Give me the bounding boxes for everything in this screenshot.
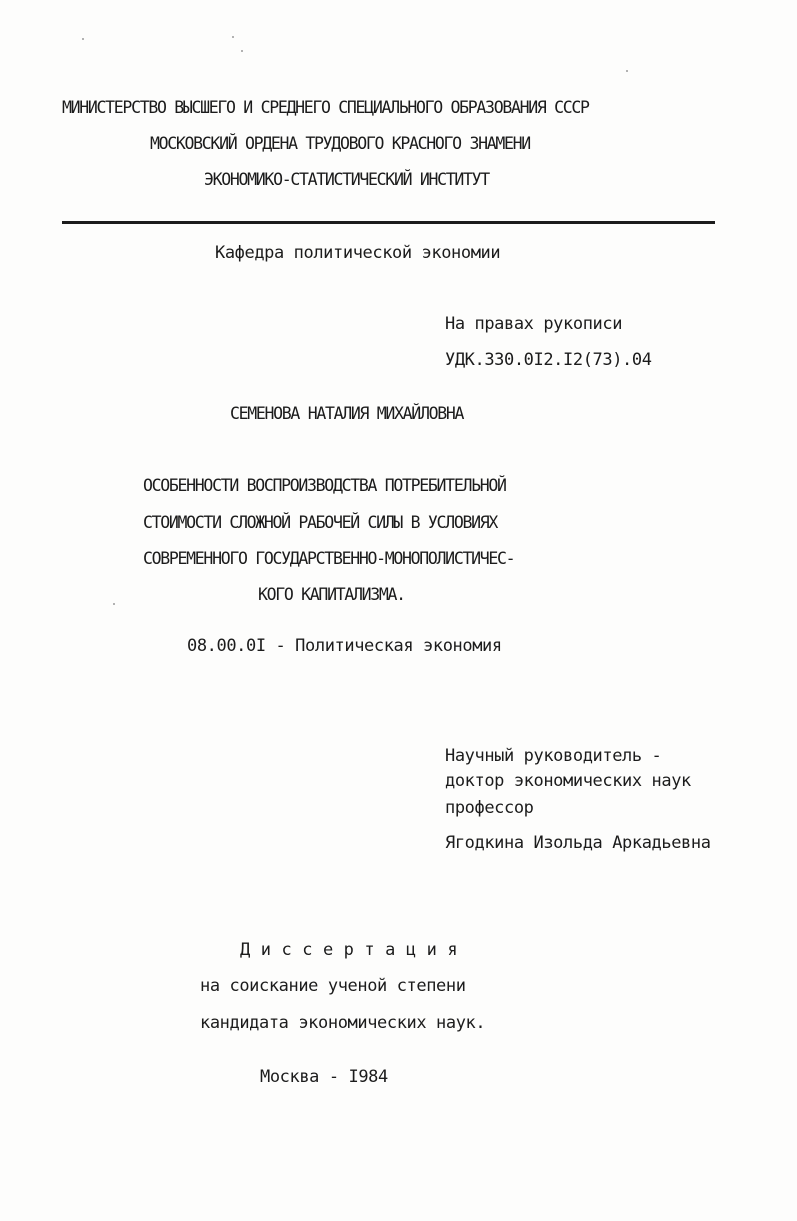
scan-speck bbox=[113, 603, 115, 605]
specialty-code: 08.00.0I - Политическая экономия bbox=[187, 636, 502, 656]
title-line-1: ОСОБЕННОСТИ ВОСПРОИЗВОДСТВА ПОТРЕБИТЕЛЬНОЙ bbox=[143, 476, 506, 495]
place-year: Москва - I984 bbox=[260, 1067, 388, 1087]
scan-speck bbox=[232, 36, 234, 38]
dissertation-heading: Диссертация bbox=[240, 940, 469, 960]
header-divider bbox=[62, 221, 715, 224]
scan-speck bbox=[82, 38, 84, 40]
manuscript-rights: На правах рукописи bbox=[445, 314, 623, 334]
title-line-2: СТОИМОСТИ СЛОЖНОЙ РАБОЧЕЙ СИЛЫ В УСЛОВИЯХ bbox=[143, 513, 497, 532]
institute-name-line: ЭКОНОМИКО-СТАТИСТИЧЕСКИЙ ИНСТИТУТ bbox=[204, 170, 489, 189]
supervisor-role: Научный руководитель - bbox=[445, 746, 662, 766]
title-line-4: КОГО КАПИТАЛИЗМА. bbox=[258, 585, 405, 604]
scan-speck bbox=[241, 50, 243, 52]
degree-purpose-line: на соискание ученой степени bbox=[200, 976, 466, 996]
scan-speck bbox=[626, 70, 628, 72]
department-line: Кафедра политической экономии bbox=[215, 243, 501, 263]
author-name: СЕМЕНОВА НАТАЛИЯ МИХАЙЛОВНА bbox=[230, 404, 464, 423]
institute-order-line: МОСКОВСКИЙ ОРДЕНА ТРУДОВОГО КРАСНОГО ЗНАМЕНИ bbox=[150, 134, 530, 153]
title-line-3: СОВРЕМЕННОГО ГОСУДАРСТВЕННО-МОНОПОЛИСТИЧЕС- bbox=[143, 549, 515, 568]
supervisor-title: профессор bbox=[445, 798, 534, 818]
udc-code: УДК.330.0I2.I2(73).04 bbox=[445, 350, 652, 370]
supervisor-degree: доктор экономических наук bbox=[445, 771, 691, 791]
degree-name-line: кандидата экономических наук. bbox=[200, 1013, 486, 1033]
ministry-line: МИНИСТЕРСТВО ВЫСШЕГО И СРЕДНЕГО СПЕЦИАЛЬНОГО ОБРАЗОВАНИЯ СССР bbox=[62, 98, 589, 117]
supervisor-name: Ягодкина Изольда Аркадьевна bbox=[445, 833, 711, 853]
